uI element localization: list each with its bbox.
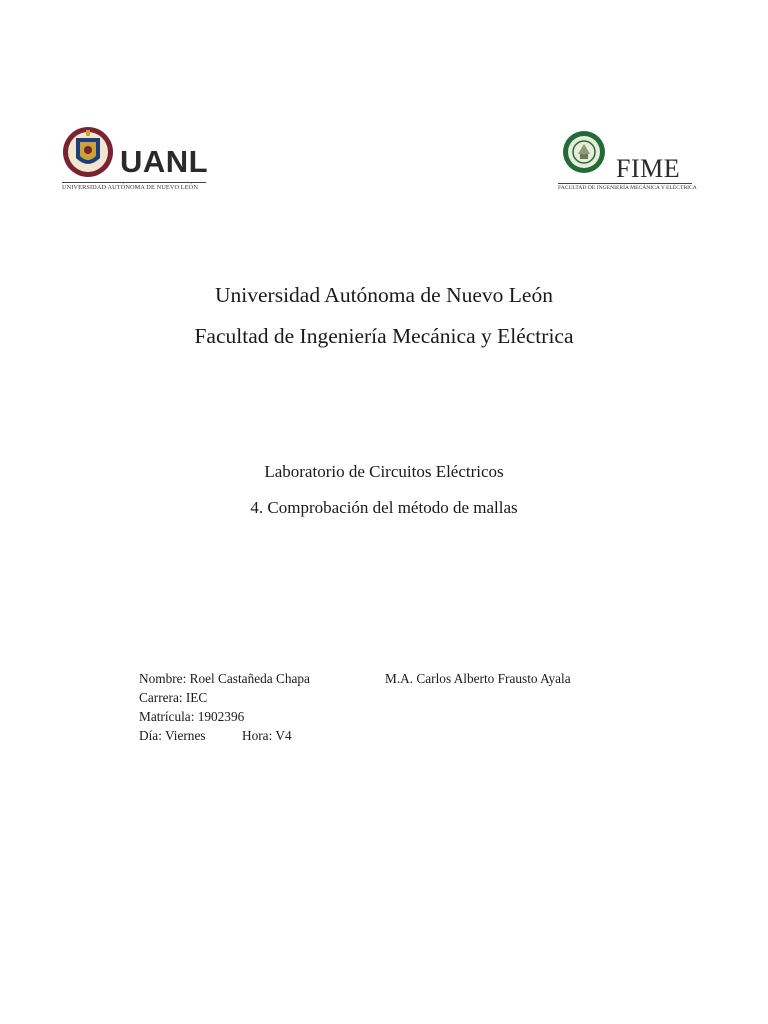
class-day: Día: Viernes: [139, 728, 206, 743]
fime-wordmark: FIME: [616, 154, 681, 183]
uanl-wordmark: UANL: [120, 144, 209, 179]
faculty-title: Facultad de Ingeniería Mecánica y Eléctrica: [194, 324, 574, 348]
fime-subtitle: FACULTAD DE INGENIERÍA MECÁNICA Y ELÉCTRICA: [558, 185, 697, 191]
uanl-seal-icon: [62, 124, 114, 180]
uanl-subtitle: UNIVERSIDAD AUTÓNOMA DE NUEVO LEÓN: [62, 184, 198, 191]
class-hour: Hora: V4: [242, 728, 292, 743]
lab-title: Laboratorio de Circuitos Eléctricos: [264, 462, 504, 481]
fime-seal-icon: [562, 130, 606, 174]
teacher-name: M.A. Carlos Alberto Frausto Ayala: [385, 671, 571, 686]
fime-rule: [558, 183, 692, 184]
student-name: Nombre: Roel Castañeda Chapa: [139, 671, 310, 686]
student-id: Matrícula: 1902396: [139, 709, 245, 724]
student-career: Carrera: IEC: [139, 690, 208, 705]
practice-title: 4. Comprobación del método de mallas: [250, 498, 518, 517]
university-title: Universidad Autónoma de Nuevo León: [215, 283, 553, 307]
fime-logo: [556, 130, 698, 196]
uanl-logo: [62, 124, 212, 196]
uanl-rule: [62, 182, 206, 183]
